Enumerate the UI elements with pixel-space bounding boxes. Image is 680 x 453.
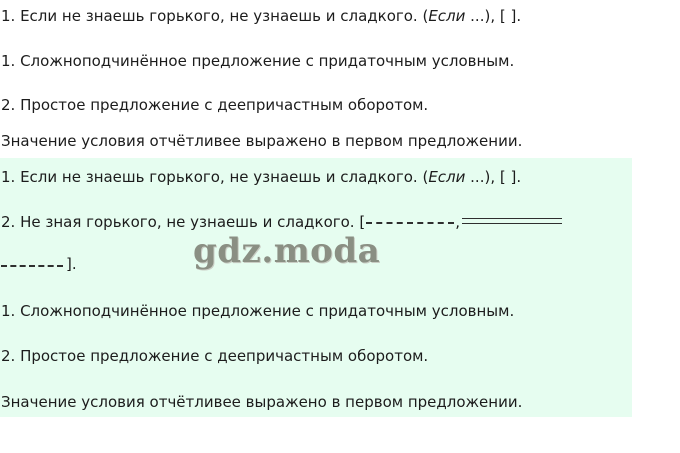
adverbial-participle-underline [366, 222, 454, 224]
adverbial-dash-underline [1, 265, 63, 267]
predicate-double-underline [462, 218, 562, 224]
answer-block [0, 158, 632, 417]
sentence-1-line [1, 6, 521, 26]
conclusion-line: Значение условия отчётливее выражено в первом предложении. [1, 132, 523, 150]
sentence-1-scheme: ...), [ ]. [465, 7, 522, 25]
answer-sentence-1-text: 1. Если не знаешь горького, не узнаешь и сладкого. ( [1, 168, 429, 186]
answer-sentence-2-continuation [1, 254, 77, 274]
answer-sentence-2-text: 2. Не зная горького, не узнаешь и сладкого. [ [1, 213, 366, 231]
answer-sentence-1-scheme: ...), [ ]. [465, 168, 522, 186]
answer-sentence-2-comma: , [455, 213, 460, 231]
answer-sentence-1-italic: Если [428, 168, 466, 186]
sentence-1-italic: Если [428, 7, 466, 25]
answer-conclusion-line: Значение условия отчётливее выражено в первом предложении. [1, 393, 523, 411]
answer-sentence-2 [1, 212, 562, 232]
answer-analysis-line-1: 1. Сложноподчинённое предложение с придаточным условным. [1, 302, 515, 320]
sentence-1-text: 1. Если не знаешь горького, не узнаешь и сладкого. ( [1, 7, 429, 25]
analysis-line-2: 2. Простое предложение с деепричастным оборотом. [1, 96, 429, 114]
analysis-line-1: 1. Сложноподчинённое предложение с придаточным условным. [1, 52, 515, 70]
answer-analysis-line-2: 2. Простое предложение с деепричастным оборотом. [1, 347, 429, 365]
answer-sentence-2-end: ]. [66, 255, 77, 273]
watermark-logo: gdz.moda [193, 231, 381, 271]
answer-sentence-1 [1, 167, 521, 187]
